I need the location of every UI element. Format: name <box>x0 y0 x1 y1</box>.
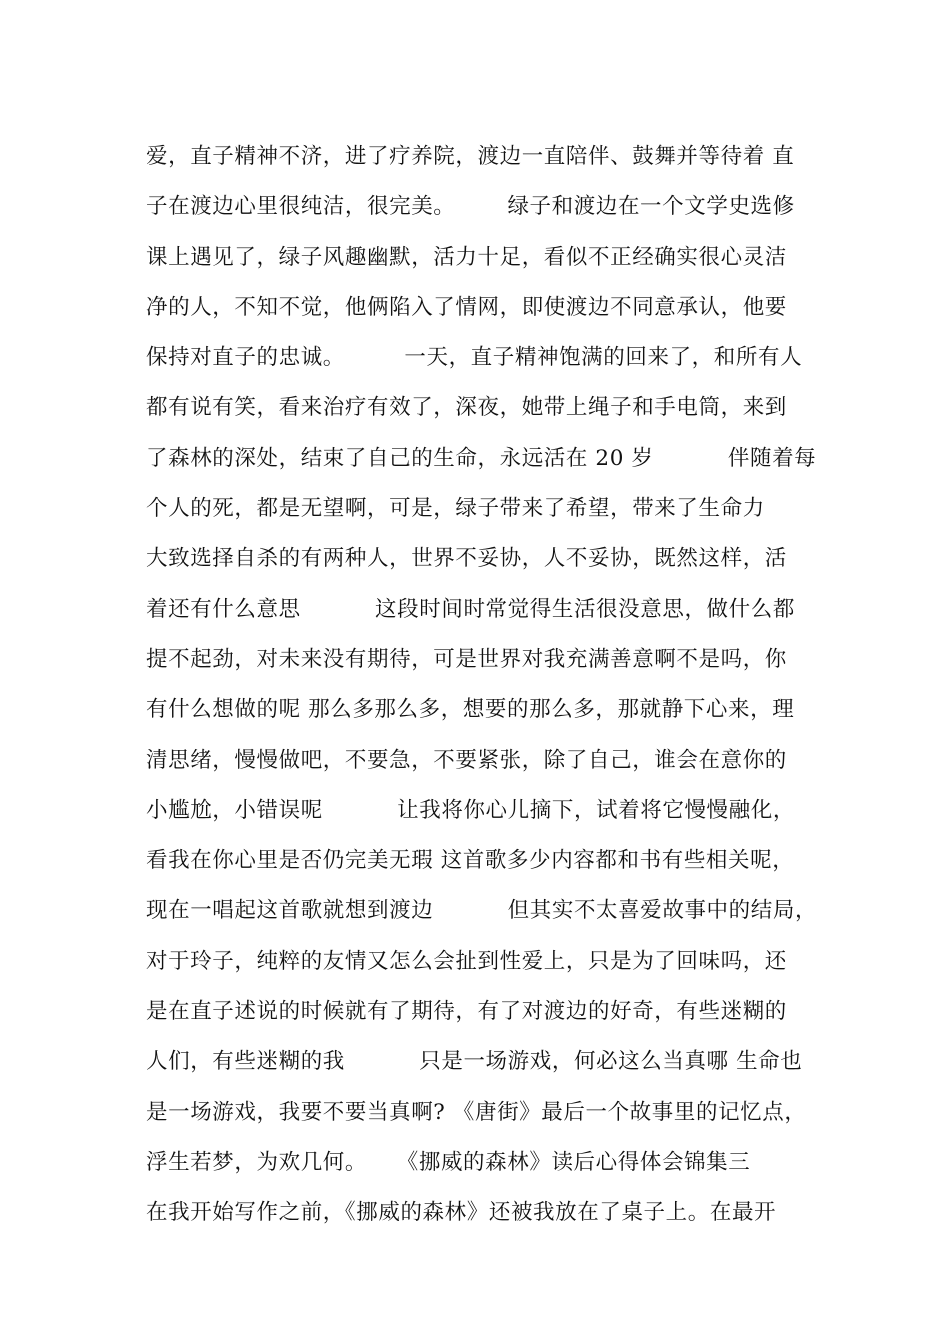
text-line: 对于玲子，纯粹的友情又怎么会扯到性爱上，只是为了回味吗，还 <box>146 948 787 974</box>
text-line: 爱，直子精神不济，进了疗养院，渡边一直陪伴、鼓舞并等待着 直 <box>146 144 795 169</box>
text-line: 都有说有笑，看来治疗有效了，深夜，她带上绳子和手电筒，来到 <box>146 395 787 421</box>
text-line: 看我在你心里是否仍完美无瑕 这首歌多少内容都和书有些相关呢， <box>146 848 795 874</box>
text-line: 个人的死，都是无望啊，可是，绿子带来了希望，带来了生命力 <box>146 496 765 522</box>
text-line: 课上遇见了，绿子风趣幽默，活力十足，看似不正经确实很心灵洁 <box>146 244 787 270</box>
text-line: 浮生若梦，为欢几何。 《挪威的森林》读后心得体会锦集三 <box>146 1149 751 1175</box>
text-line: 清思绪，慢慢做吧，不要急，不要紧张，除了自己，谁会在意你的 <box>146 747 787 773</box>
body-text <box>146 132 836 1239</box>
text-line: 了森林的深处，结束了自己的生命，永远活在 20 岁 伴随着每 <box>146 445 817 471</box>
text-line: 现在一唱起这首歌就想到渡边 但其实不太喜爱故事中的结局， <box>146 898 818 924</box>
text-line: 是一场游戏，我要不要当真啊? 《唐街》最后一个故事里的记忆点， <box>146 1099 807 1125</box>
text-line: 保持对直子的忠诚。 一天，直子精神饱满的回来了，和所有人 <box>146 345 803 371</box>
text-line: 着还有什么意思 这段时间时常觉得生活很没意思，做什么都 <box>146 596 795 622</box>
text-line: 提不起劲，对未来没有期待，可是世界对我充满善意啊不是吗，你 <box>146 646 787 672</box>
text-line: 大致选择自杀的有两种人，世界不妥协，人不妥协，既然这样，活 <box>146 546 787 572</box>
text-line: 是在直子述说的时候就有了期待，有了对渡边的好奇，有些迷糊的 <box>146 999 787 1025</box>
text-line: 小尴尬，小错误呢 让我将你心儿摘下，试着将它慢慢融化， <box>146 797 795 823</box>
text-line: 人们，有些迷糊的我 只是一场游戏，何必这么当真哪 生命也 <box>146 1049 803 1075</box>
text-line: 有什么想做的呢 那么多那么多，想要的那么多，那就静下心来，理 <box>146 697 795 723</box>
text-line: 在我开始写作之前，《挪威的森林》还被我放在了桌子上。在最开 <box>146 1200 777 1226</box>
text-line: 子在渡边心里很纯洁，很完美。 绿子和渡边在一个文学史选修 <box>146 194 795 220</box>
text-line: 净的人，不知不觉，他俩陷入了情网，即使渡边不同意承认，他要 <box>146 294 787 320</box>
